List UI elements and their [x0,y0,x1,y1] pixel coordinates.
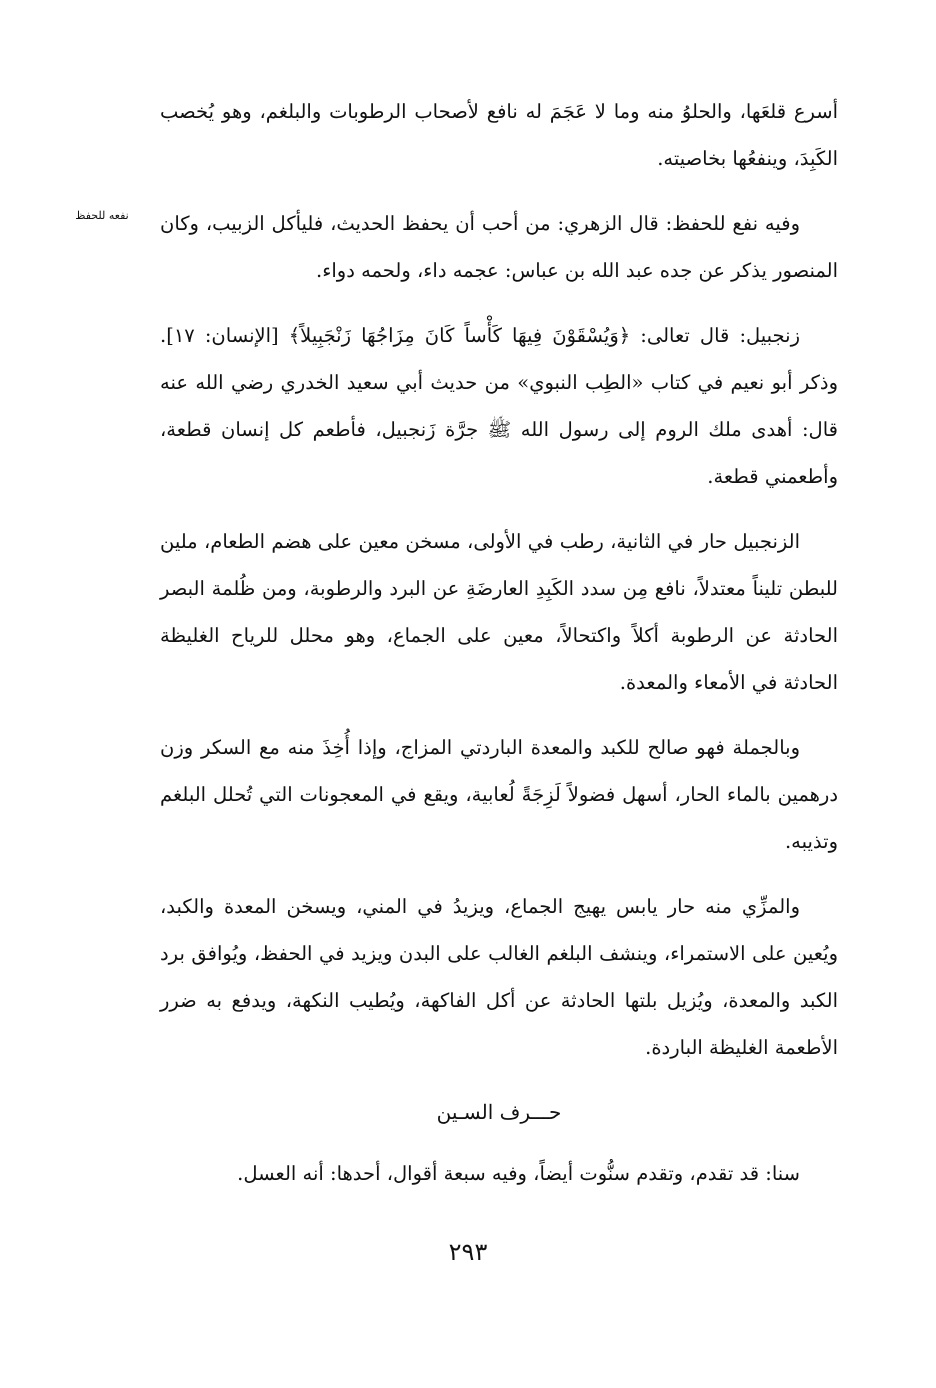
paragraph-ginger-mazzi: والمزِّي منه حار يابس يهيج الجماع، ويزيدُ في المني، ويسخن المعدة والكبد، ويُعين على الاستمراء، وينشف البلغم الغالب على البدن ويزيد في الحفظ، ويُوافق برد الكبد والمعدة، ويُزيل بلتها الحادثة عن أكل الفاكهة، ويُطيب النكهة، ويدفع به ضرر الأطعمة الغليظة الباردة. [160,895,838,1059]
paragraph-memory: وفيه نفع للحفظ: قال الزهري: من أحب أن يحفظ الحديث، فليأكل الزبيب، وكان المنصور يذكر عن جده عبد الله بن عباس: عجمه داء، ولحمه دواء. [160,212,838,282]
page-number: ٢٩٣ [448,1238,488,1266]
main-text [160,88,838,1215]
margin-note: نفعه للحفظ [75,209,129,222]
paragraph-ginger-summary: وبالجملة فهو صالح للكبد والمعدة الباردتي المزاج، وإذا أُخِذَ منه مع السكر وزن درهمين بالماء الحار، أسهل فضولاً لَزِجَةً لُعابية، ويقع في المعجونات التي تُحلل البلغم وتذيبه. [160,736,838,853]
section-heading: حـــرف السـين [436,1100,562,1124]
paragraph-sana: سنا: قد تقدم، وتقدم سنُّوت أيضاً، وفيه سبعة أقوال، أحدها: أنه العسل. [237,1162,800,1185]
paragraph-ginger-properties: الزنجبيل حار في الثانية، رطب في الأولى، مسخن معين على هضم الطعام، ملين للبطن تليناً معتدلاً، نافع مِن سدد الكَبِدِ العارضَةِ عن البرد والرطوبة، ومن ظُلمة البصر الحادثة عن الرطوبة أكلاً واكتحالاً، معين على الجماع، وهو محلل للرياح الغليظة الحادثة في الأمعاء والمعدة. [160,530,838,694]
paragraph-ginger-intro: زنجبيل: قال تعالى: ﴿وَيُسْقَوْنَ فِيهَا كَأْساً كَانَ مِزَاجُهَا زَنْجَبِيلاً﴾ [الإنسان: ١٧]. وذكر أبو نعيم في كتاب «الطِب النبوي» من حديث أبي سعيد الخدري رضي الله عنه قال: أهدى ملك الروم إلى رسول الله ﷺ جرَّة زَنجبيل، فأطعم كل إنسان قطعة، وأطعمني قطعة. [160,324,838,488]
paragraph-continuation: أسرع قلعَها، والحلوُ منه وما لا عَجَمَ له نافع لأصحاب الرطوبات والبلغم، وهو يُخصب الكَبِدَ، وينفعُها بخاصيته. [160,100,838,170]
